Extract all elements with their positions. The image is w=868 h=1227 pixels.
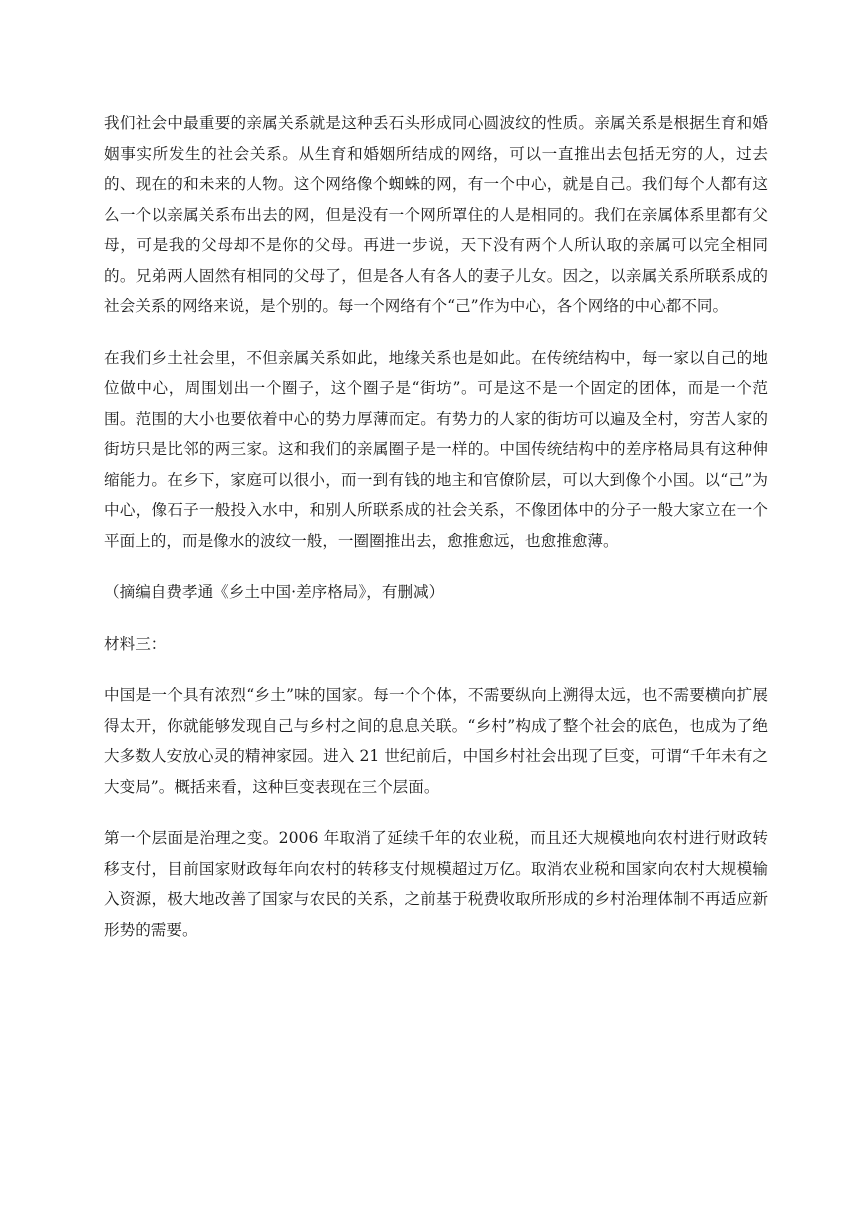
paragraph-rural-china: 中国是一个具有浓烈“乡土”味的国家。每一个个体，不需要纵向上溯得太远，也不需要横向扩展得太开，你就能够发现自己与乡村之间的息息关联。“乡村”构成了整个社会的底色，也成为了绝大多数人安放心灵的精神家园。进入 21 世纪前后，中国乡村社会出现了巨变，可谓“千年未有之大变局”。概括来看，这种巨变表现在三个层面。: [104, 686, 768, 796]
paragraph-governance-change: 第一个层面是治理之变。2006 年取消了延续千年的农业税，而且还大规模地向农村进行财政转移支付，目前国家财政每年向农村的转移支付规模超过万亿。取消农业税和国家向农村大规模输入资源，极大地改善了国家与农民的关系，之前基于税费收取所形成的乡村治理体制不再适应新形势的需要。: [104, 829, 768, 939]
material-heading: 材料三：: [104, 634, 167, 653]
document-page: [104, 108, 768, 945]
paragraph-neighborhood-circle: 在我们乡土社会里，不但亲属关系如此，地缘关系也是如此。在传统结构中，每一家以自己的地位做中心，周围划出一个圈子，这个圈子是“街坊”。可是这不是一个固定的团体，而是一个范围。范围的大小也要依着中心的势力厚薄而定。有势力的人家的街坊可以遍及全村，穷苦人家的街坊只是比邻的两三家。这和我们的亲属圈子是一样的。中国传统结构中的差序格局具有这种伸缩能力。在乡下，家庭可以很小，而一到有钱的地主和官僚阶层，可以大到像个小国。以“己”为中心，像石子一般投入水中，和别人所联系成的社会关系，不像团体中的分子一般大家立在一个平面上的，而是像水的波纹一般，一圈圈推出去，愈推愈远，也愈推愈薄。: [104, 348, 768, 550]
citation-source: （摘编自费孝通《乡土中国·差序格局》，有删减）: [104, 583, 445, 601]
paragraph-kinship-network: 我们社会中最重要的亲属关系就是这种丢石头形成同心圆波纹的性质。亲属关系是根据生育和婚姻事实所发生的社会关系。从生育和婚姻所结成的网络，可以一直推出去包括无穷的人，过去的、现在的和未来的人物。这个网络像个蜘蛛的网，有一个中心，就是自己。我们每个人都有这么一个以亲属关系布出去的网，但是没有一个网所罩住的人是相同的。我们在亲属体系里都有父母，可是我的父母却不是你的父母。再进一步说，天下没有两个人所认取的亲属可以完全相同的。兄弟两人固然有相同的父母了，但是各人有各人的妻子儿女。因之，以亲属关系所联系成的社会关系的网络来说，是个别的。每一个网络有个“己”作为中心，各个网络的中心都不同。: [104, 114, 768, 315]
